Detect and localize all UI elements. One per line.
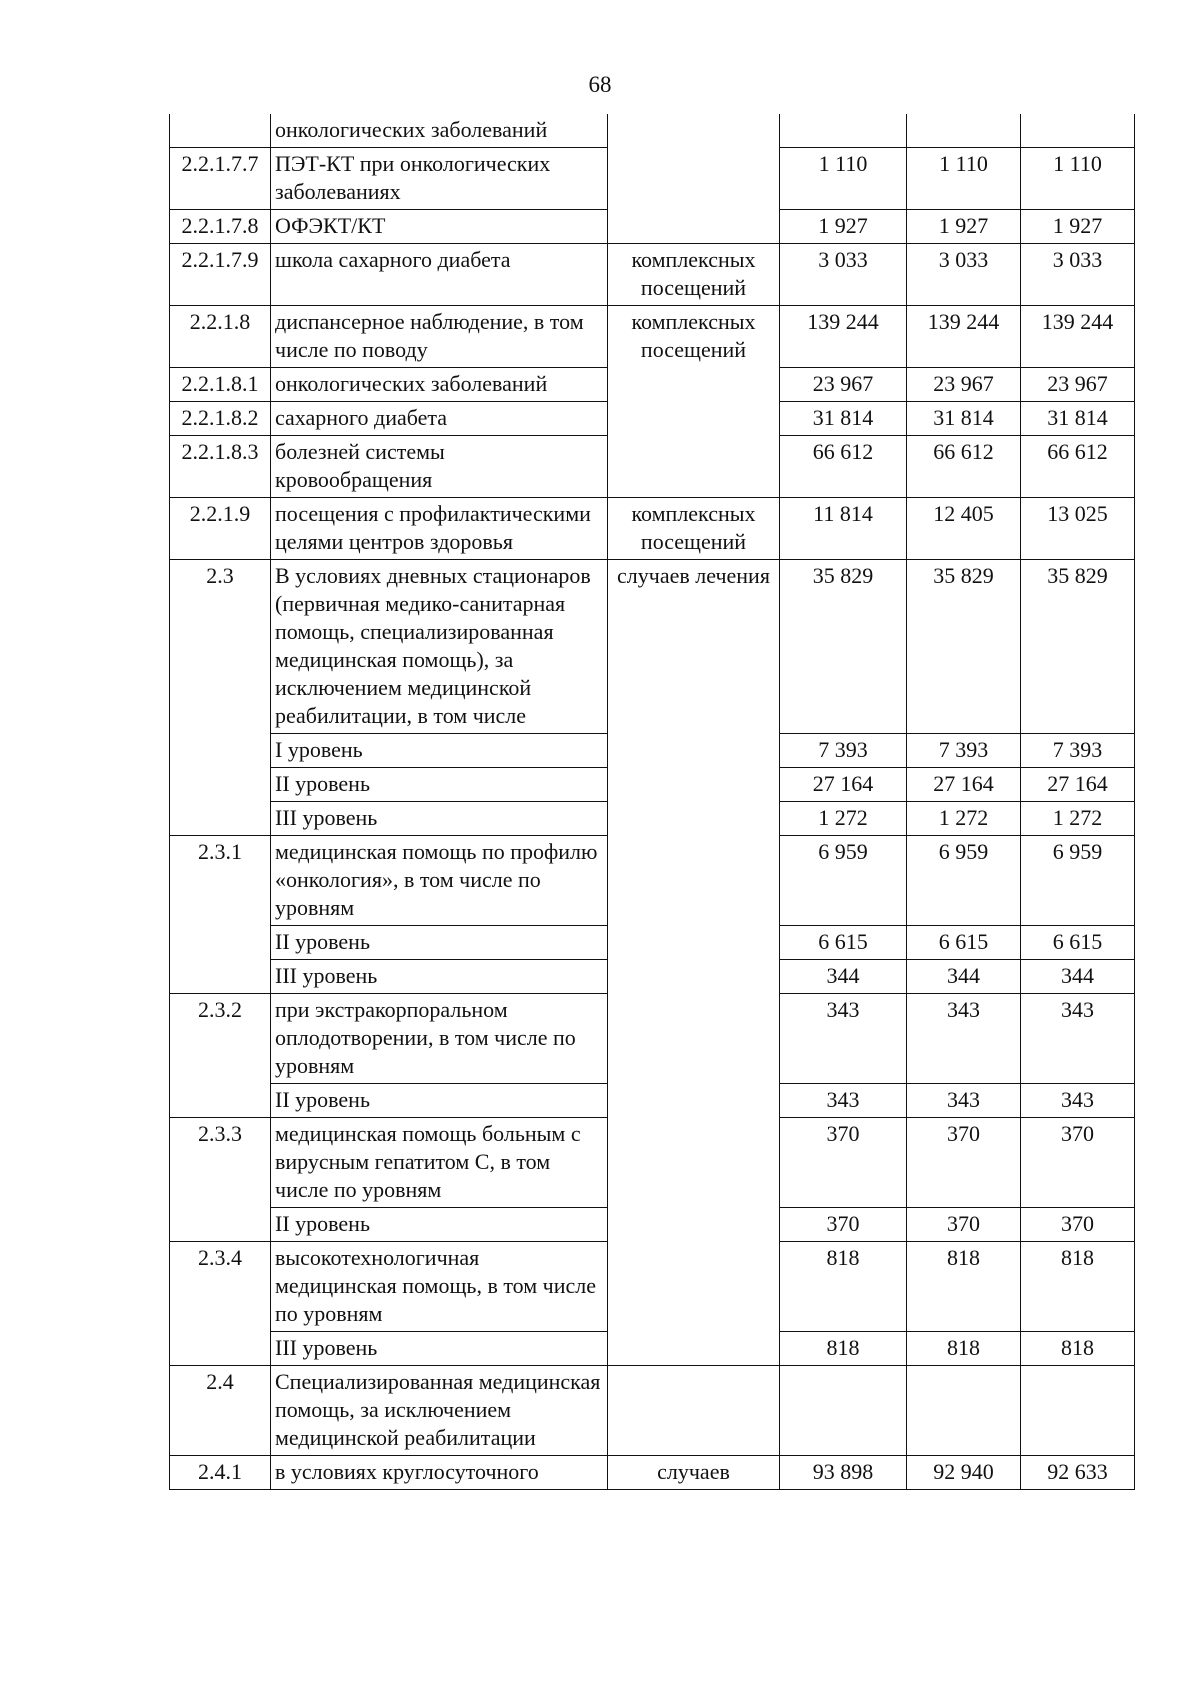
value-year-3: 35 829 [1021,560,1135,734]
row-code: 2.2.1.9 [170,498,271,560]
row-code: 2.4.1 [170,1456,271,1490]
value-cell [1021,1366,1135,1456]
unit-cell-empty [608,836,780,926]
value-year-3: 344 [1021,960,1135,994]
value-year-3: 370 [1021,1208,1135,1242]
row-code-cell [170,734,271,768]
value-year-1: 343 [780,1084,907,1118]
value-year-3: 818 [1021,1242,1135,1332]
row-code-cell [170,960,271,994]
row-code: 2.2.1.7.9 [170,244,271,306]
table-row [170,768,1135,802]
value-year-3: 1 927 [1021,210,1135,244]
value-year-2: 92 940 [907,1456,1021,1490]
table-row [170,498,1135,560]
row-code: 2.4 [170,1366,271,1456]
value-year-1: 1 927 [780,210,907,244]
value-year-1: 11 814 [780,498,907,560]
row-label: II уровень [271,1084,608,1118]
row-code-cell [170,1084,271,1118]
table-row [170,436,1135,498]
value-year-1: 370 [780,1208,907,1242]
value-year-2: 7 393 [907,734,1021,768]
value-year-2: 370 [907,1208,1021,1242]
table-row [170,1084,1135,1118]
value-year-1: 818 [780,1332,907,1366]
value-year-1: 3 033 [780,244,907,306]
value-year-3: 343 [1021,994,1135,1084]
value-year-3: 6 615 [1021,926,1135,960]
value-year-2: 344 [907,960,1021,994]
row-label: школа сахарного диабета [271,244,608,306]
value-year-2: 370 [907,1118,1021,1208]
value-year-1: 1 110 [780,148,907,210]
value-year-1: 7 393 [780,734,907,768]
row-label: высокотехнологичная медицинская помощь, в том числе по уровням [271,1242,608,1332]
value-year-1: 1 272 [780,802,907,836]
row-label: при экстракорпоральном оплодотворении, в том числе по уровням [271,994,608,1084]
value-year-3: 13 025 [1021,498,1135,560]
unit-cell-empty [608,402,780,436]
row-label: онкологических заболеваний [271,114,608,148]
value-year-3: 1 110 [1021,148,1135,210]
value-cell [780,1366,907,1456]
row-code: 2.3.3 [170,1118,271,1208]
value-year-2: 35 829 [907,560,1021,734]
table-row [170,1118,1135,1208]
value-cell [907,114,1021,148]
table-row [170,114,1135,148]
row-code: 2.3.1 [170,836,271,926]
unit-cell-empty [608,1366,780,1456]
value-year-1: 6 959 [780,836,907,926]
row-label: в условиях круглосуточного [271,1456,608,1490]
value-year-2: 6 959 [907,836,1021,926]
row-code-cell [170,926,271,960]
value-year-2: 1 110 [907,148,1021,210]
row-code-cell [170,1332,271,1366]
row-code: 2.3.2 [170,994,271,1084]
table-row [170,802,1135,836]
value-year-2: 343 [907,1084,1021,1118]
value-cell [1021,114,1135,148]
row-code: 2.3 [170,560,271,734]
row-code-cell [170,114,271,148]
unit-cell-empty [608,1084,780,1118]
value-year-1: 93 898 [780,1456,907,1490]
row-unit: комплексных посещений [608,306,780,368]
row-label: II уровень [271,768,608,802]
page-number: 68 [588,72,612,97]
row-code: 2.2.1.7.7 [170,148,271,210]
value-year-1: 344 [780,960,907,994]
value-year-1: 818 [780,1242,907,1332]
table-row [170,1208,1135,1242]
value-year-3: 23 967 [1021,368,1135,402]
value-year-3: 139 244 [1021,306,1135,368]
row-unit: комплексных посещений [608,498,780,560]
value-year-2: 31 814 [907,402,1021,436]
value-year-2: 343 [907,994,1021,1084]
unit-cell-empty [608,368,780,402]
unit-cell-empty [608,1118,780,1208]
value-year-3: 7 393 [1021,734,1135,768]
value-year-2: 139 244 [907,306,1021,368]
value-year-3: 92 633 [1021,1456,1135,1490]
table-row [170,734,1135,768]
value-cell [780,114,907,148]
value-year-1: 370 [780,1118,907,1208]
value-year-2: 818 [907,1332,1021,1366]
row-code-cell [170,802,271,836]
row-label: посещения с профилактическими целями центров здоровья [271,498,608,560]
value-year-1: 35 829 [780,560,907,734]
row-code: 2.2.1.8.3 [170,436,271,498]
value-year-3: 3 033 [1021,244,1135,306]
table-row [170,1242,1135,1332]
row-label: ПЭТ-КТ при онкологических заболеваниях [271,148,608,210]
unit-cell-empty [608,1332,780,1366]
value-year-1: 139 244 [780,306,907,368]
table-row [170,1366,1135,1456]
row-label: сахарного диабета [271,402,608,436]
unit-cell-empty [608,1242,780,1332]
table-row [170,244,1135,306]
value-year-3: 370 [1021,1118,1135,1208]
value-year-3: 6 959 [1021,836,1135,926]
row-label: II уровень [271,1208,608,1242]
value-year-1: 6 615 [780,926,907,960]
unit-cell-empty [608,802,780,836]
row-label: I уровень [271,734,608,768]
row-code-cell [170,768,271,802]
value-year-2: 23 967 [907,368,1021,402]
row-unit: случаев лечения [608,560,780,734]
value-year-1: 66 612 [780,436,907,498]
row-label: медицинская помощь по профилю «онкология», в том числе по уровням [271,836,608,926]
unit-cell-empty [608,926,780,960]
row-code: 2.2.1.7.8 [170,210,271,244]
table-row [170,148,1135,210]
row-unit: случаев [608,1456,780,1490]
table-row [170,836,1135,926]
table-row [170,1456,1135,1490]
row-label: III уровень [271,1332,608,1366]
row-label: диспансерное наблюдение, в том числе по поводу [271,306,608,368]
volumes-table [169,114,1135,1490]
row-code: 2.2.1.8 [170,306,271,368]
row-label: болезней системы кровообращения [271,436,608,498]
value-year-2: 27 164 [907,768,1021,802]
value-year-2: 6 615 [907,926,1021,960]
value-year-1: 343 [780,994,907,1084]
value-year-3: 31 814 [1021,402,1135,436]
unit-cell-empty [608,1208,780,1242]
row-code: 2.2.1.8.2 [170,402,271,436]
row-label: медицинская помощь больным с вирусным гепатитом С, в том числе по уровням [271,1118,608,1208]
table-row [170,306,1135,368]
value-year-3: 27 164 [1021,768,1135,802]
unit-cell-empty [608,960,780,994]
unit-cell-empty [608,210,780,244]
value-year-3: 343 [1021,1084,1135,1118]
value-year-1: 27 164 [780,768,907,802]
value-year-2: 1 272 [907,802,1021,836]
value-year-2: 12 405 [907,498,1021,560]
table-row [170,402,1135,436]
value-year-3: 1 272 [1021,802,1135,836]
value-year-2: 66 612 [907,436,1021,498]
value-year-1: 31 814 [780,402,907,436]
row-label: III уровень [271,960,608,994]
table-row [170,368,1135,402]
table-row [170,994,1135,1084]
table-row [170,560,1135,734]
unit-cell-empty [608,436,780,498]
row-label: Специализированная медицинская помощь, за исключением медицинской реабилитации [271,1366,608,1456]
row-label: ОФЭКТ/КТ [271,210,608,244]
row-unit: комплексных посещений [608,244,780,306]
row-code-cell [170,1208,271,1242]
row-code: 2.3.4 [170,1242,271,1332]
unit-cell-empty [608,768,780,802]
unit-cell-empty [608,114,780,148]
table-row [170,926,1135,960]
unit-cell-empty [608,734,780,768]
row-label: В условиях дневных стационаров (первичная медико-санитарная помощь, специализированная медицинская помощь), за исключением медицинской реабилитации, в том числе [271,560,608,734]
table-row [170,1332,1135,1366]
value-year-2: 3 033 [907,244,1021,306]
row-label: III уровень [271,802,608,836]
table-row [170,960,1135,994]
value-cell [907,1366,1021,1456]
row-label: II уровень [271,926,608,960]
row-label: онкологических заболеваний [271,368,608,402]
value-year-1: 23 967 [780,368,907,402]
unit-cell-empty [608,994,780,1084]
value-year-2: 818 [907,1242,1021,1332]
table-row [170,210,1135,244]
unit-cell-empty [608,148,780,210]
value-year-3: 66 612 [1021,436,1135,498]
row-code: 2.2.1.8.1 [170,368,271,402]
value-year-3: 818 [1021,1332,1135,1366]
value-year-2: 1 927 [907,210,1021,244]
